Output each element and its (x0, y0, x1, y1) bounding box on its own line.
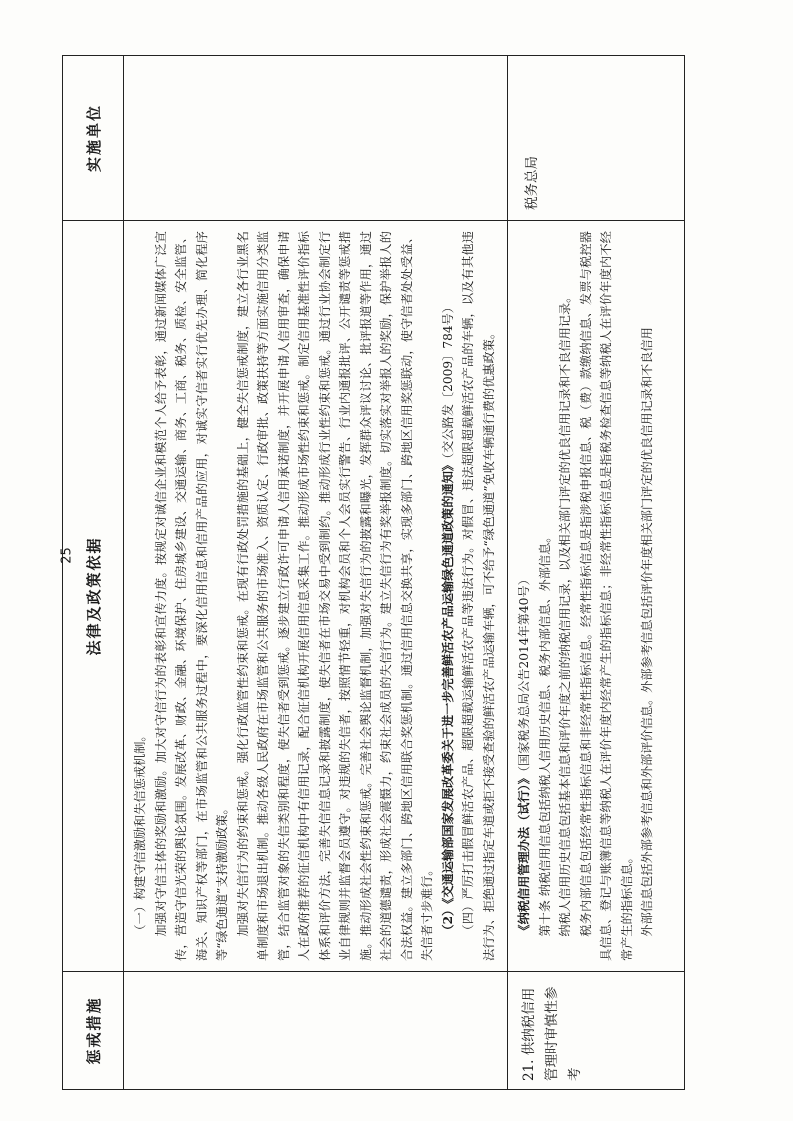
table-row (508, 56, 685, 1090)
article-paragraph: 税务内部信息包括经常性指标信息和非经常性指标信息。经常性指标信息是指涉税申报信息、税（费）款缴纳信息、发票与税控器具信息、登记与账簿信息等纳税人在评价年度内经常产生的指标信息；非经常性指标信息是指税务检查信息等纳税人在评价年度内不经常产生的指标信息。 (578, 231, 634, 961)
article-paragraph: 第十条 纳税信用信息包括纳税人信用历史信息、税务内部信息、外部信息。 (537, 530, 552, 937)
law-title: 《纳税信用管理办法（试行）》 (517, 772, 531, 937)
notice-ref: （交公路发〔2009〕784号） (440, 301, 455, 459)
header-measure: 惩戒措施 (63, 972, 124, 1090)
header-basis: 法律及政策依据 (63, 221, 124, 972)
measures-table (59, 55, 685, 1090)
basis-paragraph: 加强对守信主体的奖励和激励。加大对守信行为的表彰和宣传力度。按规定对诚信企业和模范个人给予表彰，通过新闻媒体广泛宣传，营造守信光荣的舆论氛围。发展改革、财政、金融、环境保护、住房城乡建设、交通运输、商务、工商、税务、质检、安全监管、海关、知识产权等部门，在市场监管和公共服务过程中，要深化信用信息和信用产品的应用，对诚实守信者实行优先办理、简化程序等“绿色通道”支持激励政策。 (153, 231, 229, 961)
header-unit: 实施单位 (63, 56, 124, 221)
table-header-row (63, 56, 124, 1090)
table-row (124, 56, 508, 1090)
row2-unit-cell: 税务总局 (508, 56, 685, 221)
rotated-page (59, 55, 685, 1090)
article-paragraph: 纳税人信用历史信息包括基本信息和评价年度之前的纳税信用记录，以及相关部门评定的优良信用记录和不良信用记录。 (558, 290, 572, 937)
article-paragraph: 外部信息包括外部参考信息和外部评价信息。外部参考信息包括评价年度相关部门评定的优良信用记录和不良信用 (640, 327, 654, 937)
notice-body: （四）严厉打击假冒鲜活农产品、超限超载运输鲜活农产品等违法行为。对假冒、违法超限超载鲜活农产品的车辆，以及有其他违法行为、拒绝通过指定车道或拒不接受查验的鲜活农产品运输车辆，可不给予“绿色通道”免收车辆通行费的优惠政策。 (461, 231, 496, 961)
page-number: 25 (59, 547, 75, 564)
row1-measure-cell (124, 972, 508, 1090)
row2-measure-cell: 21. 供纳税信用管理时审慎性参考 (508, 972, 685, 1090)
row1-unit-cell (124, 56, 508, 221)
row1-basis-cell (124, 221, 508, 972)
basis-paragraph: 加强对失信行为的约束和惩戒。强化行政监管性约束和惩戒。在现有行政处罚措施的基础上，健全失信惩戒制度，建立各行业黑名单制度和市场退出机制。推动各级人民政府在市场监管和公共服务的市场准入、资质认定、行政审批、政策扶持等方面实施信用分类监管，结合监管对象的失信类别和程度，使失信者受到惩戒。逐步建立行政许可申请人信用承诺制度，并开展申请人信用审查，确保申请人在政府推荐的征信机构中有信用记录，配合征信机构开展信用信息采集工作。推动形成市场性约束和惩戒。制定信用基准性评价指标体系和评价方法，完善失信信息记录和披露制度，使失信者在市场交易中受到制约。推动形成行业性约束和惩戒。通过行业协会制定行业自律规则并监督会员遵守。对违规的失信者，按照情节轻重，对机构会员和个人会员实行警告、行业内通报批评、公开谴责等惩戒措施。推动形成社会性约束和惩戒。完善社会舆论监督机制，加强对失信行为的披露和曝光，发挥群众评议讨论、批评报道等作用，通过社会的道德谴责，形成社会震慑力，约束社会成员的失信行为。建立失信行为有奖举报制度。切实落实对举报人的奖励，保护举报人的合法权益。建立多部门、跨地区信用联合奖惩机制。通过信用信息交换共享，实现多部门、跨地区信用奖惩联动，使守信者处处受益、失信者寸步难行。 (235, 231, 434, 961)
law-ref: （国家税务总局公告2014年第40号） (517, 573, 531, 773)
row2-basis-cell (508, 221, 685, 972)
notice-title: （2）《交通运输部国家发展改革委关于进一步完善鲜活农产品运输绿色通道政策的通知》 (440, 458, 455, 937)
basis-paragraph: （一）构建守信激励和失信惩戒机制。 (133, 729, 147, 937)
law-paragraph (514, 231, 535, 961)
notice-paragraph (438, 231, 459, 961)
